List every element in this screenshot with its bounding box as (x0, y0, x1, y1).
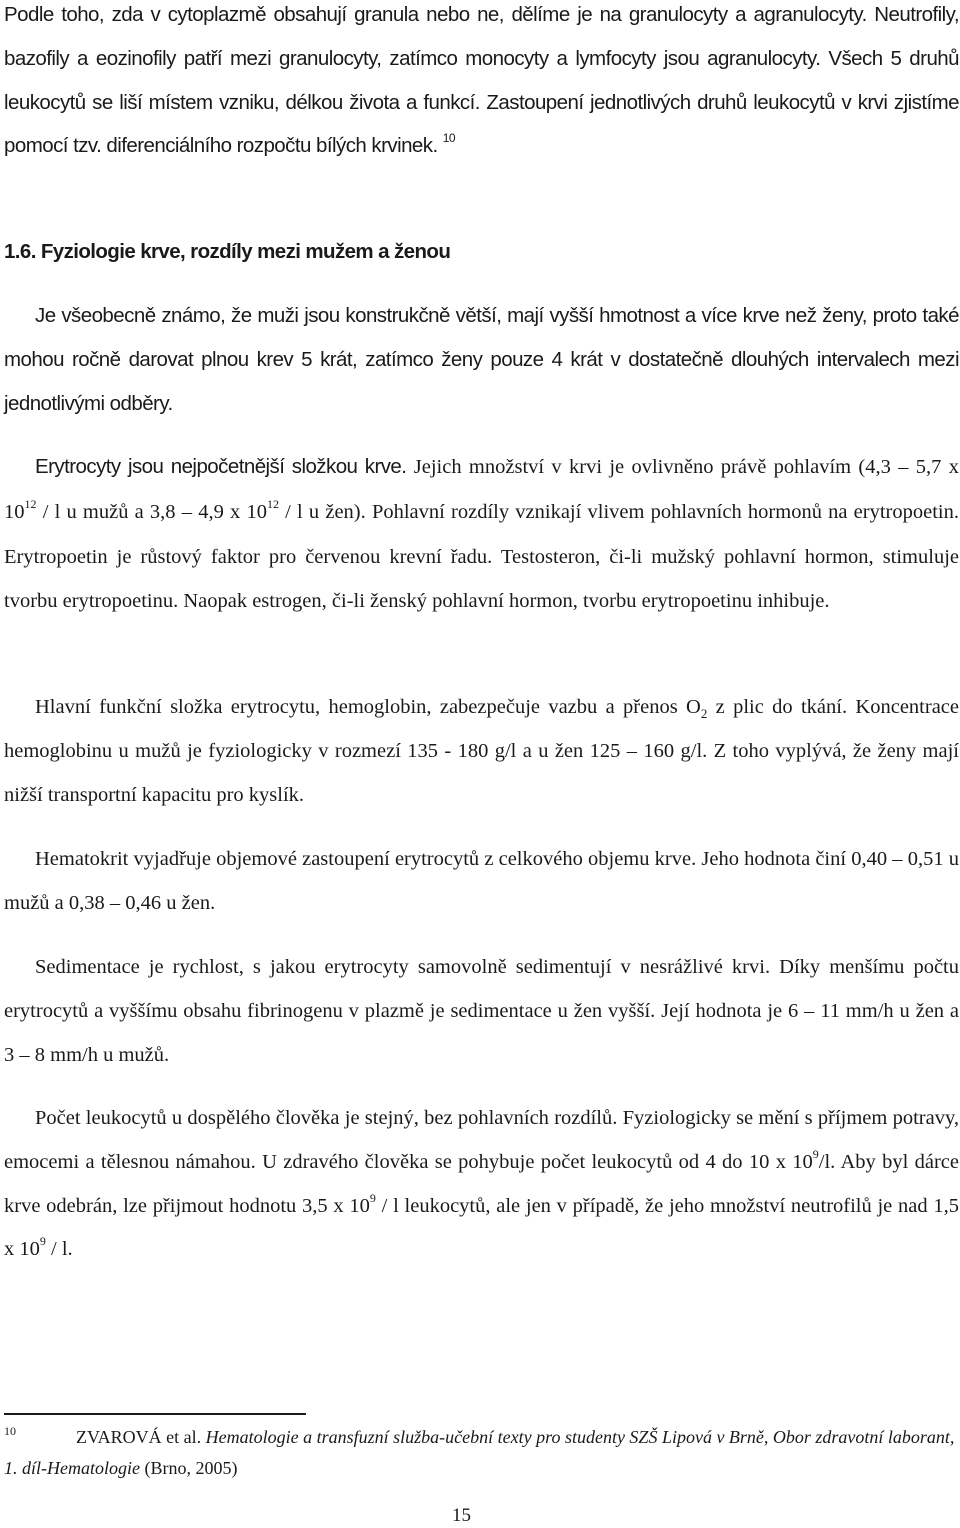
section-heading: 1.6. Fyziologie krve, rozdíly mezi mužem a ženou (4, 240, 451, 263)
paragraph-leukocytes (4, 1097, 959, 1272)
footnote (4, 1423, 956, 1483)
paragraph-hematocrit: Hematokrit vyjadřuje objemové zastoupení erytrocytů z celkového objemu krve. Jeho hodnota činí 0,40 – 0,51 u mužů a 0,38 – 0,46 u žen. (4, 848, 959, 914)
paragraph-sedimentation: Sedimentace je rychlost, s jakou erytrocyty samovolně sedimentují v nesrážlivé krvi. Díky menšímu počtu erytrocytů a vyššímu obsahu fibrinogenu v plazmě je sedimentace u žen vyšší. Její hodnota je 6 – 11 mm/h u žen a 3 – 8 mm/h u mužů. (4, 956, 959, 1066)
leu-text-4: / l. (45, 1238, 73, 1261)
ery-sentence-1: Erytrocyty jsou nejpočetnější složkou krve. (35, 455, 407, 478)
page-number: 15 (452, 1505, 471, 1526)
footnote-number: 10 (4, 1424, 16, 1438)
hb-text-1: Hlavní funkční složka erytrocytu, hemoglobin, zabezpečuje vazbu a přenos O (35, 696, 701, 718)
paragraph-men-women: Je všeobecně známo, že muži jsou konstrukčně větší, mají vyšší hmotnost a více krve než ženy, proto také mohou ročně darovat plnou krev 5 krát, zatímco ženy pouze 4 krát v dostatečně dlouhých intervalech mezi jednotlivými odběry. (4, 304, 959, 415)
paragraph-hemoglobin (4, 686, 959, 817)
footnote-title: Hematologie a transfuzní služba-učební texty pro studenty SZŠ Lipová v Brně, Obor zdravotní laborant, 1. díl-Hematologie (4, 1427, 955, 1478)
leu-exponent-1: 9 (812, 1146, 819, 1161)
intro-paragraph (4, 0, 959, 168)
footnote-tail: (Brno, 2005) (139, 1458, 238, 1478)
leu-text-2: /l. Aby byl dárce krve odebrán, lze přijmout hodnotu 3,5 x 10 (4, 1150, 959, 1217)
leu-exponent-2: 9 (369, 1190, 376, 1205)
ery-text-2: Jejich množství v krvi je ovlivněno právě pohlavím (4,3 – 5,7 x 10 (4, 456, 959, 523)
paragraph-erythrocytes (4, 445, 959, 624)
leu-text-1: Počet leukocytů u dospělého člověka je stejný, bez pohlavních rozdílů. Fyziologicky se mění s příjmem potravy, emocemi a tělesnou námahou. U zdravého člověka se pohybuje počet leukocytů od 4 do 10 x 10 (4, 1107, 959, 1173)
ery-sentence-2 (4, 456, 959, 612)
footnote-author: ZVAROVÁ et al. (76, 1427, 206, 1447)
intro-text: Podle toho, zda v cytoplazmě obsahují granula nebo ne, dělíme je na granulocyty a agranulocyty. Neutrofily, bazofily a eozinofily patří mezi granulocyty, zatímco monocyty a lymfocyty jsou agranulocyty. Všech 5 druhů leukocytů se liší místem vzniku, délkou života a funkcí. Zastoupení jednotlivých druhů leukocytů v krvi zjistíme pomocí tzv. diferenciálního rozpočtu bílých krvinek. (4, 3, 959, 158)
leu-text-3: / l leukocytů, ale jen v případě, že jeho množství neutrofilů je nad 1,5 x 10 (4, 1194, 959, 1261)
ery-exponent-2: 12 (266, 496, 279, 511)
ery-text-4: / l u žen). Pohlavní rozdíly vznikají vlivem pohlavních hormonů na erytropoetin. Erytropoetin je růstový faktor pro červenou krevní řadu. Testosteron, či-li mužský pohlavní hormon, stimuluje tvorbu erytropoetinu. Naopak estrogen, či-li ženský pohlavní hormon, tvorbu erytropoetinu inhibuje. (4, 500, 959, 613)
ery-text-3: / l u mužů a 3,8 – 4,9 x 10 (36, 500, 267, 523)
ery-exponent-1: 12 (24, 496, 37, 511)
footnote-divider (4, 1413, 306, 1415)
footnote-reference[interactable]: 10 (442, 131, 456, 146)
hb-text-2: z plic do tkání. Koncentrace hemoglobinu u mužů je fyziologicky v rozmezí 135 - 180 g/l a u žen 125 – 160 g/l. Z toho vyplývá, že ženy mají nižší transportní kapacitu pro kyslík. (4, 696, 959, 806)
hb-subscript: 2 (700, 706, 708, 721)
leu-exponent-3: 9 (39, 1234, 46, 1249)
